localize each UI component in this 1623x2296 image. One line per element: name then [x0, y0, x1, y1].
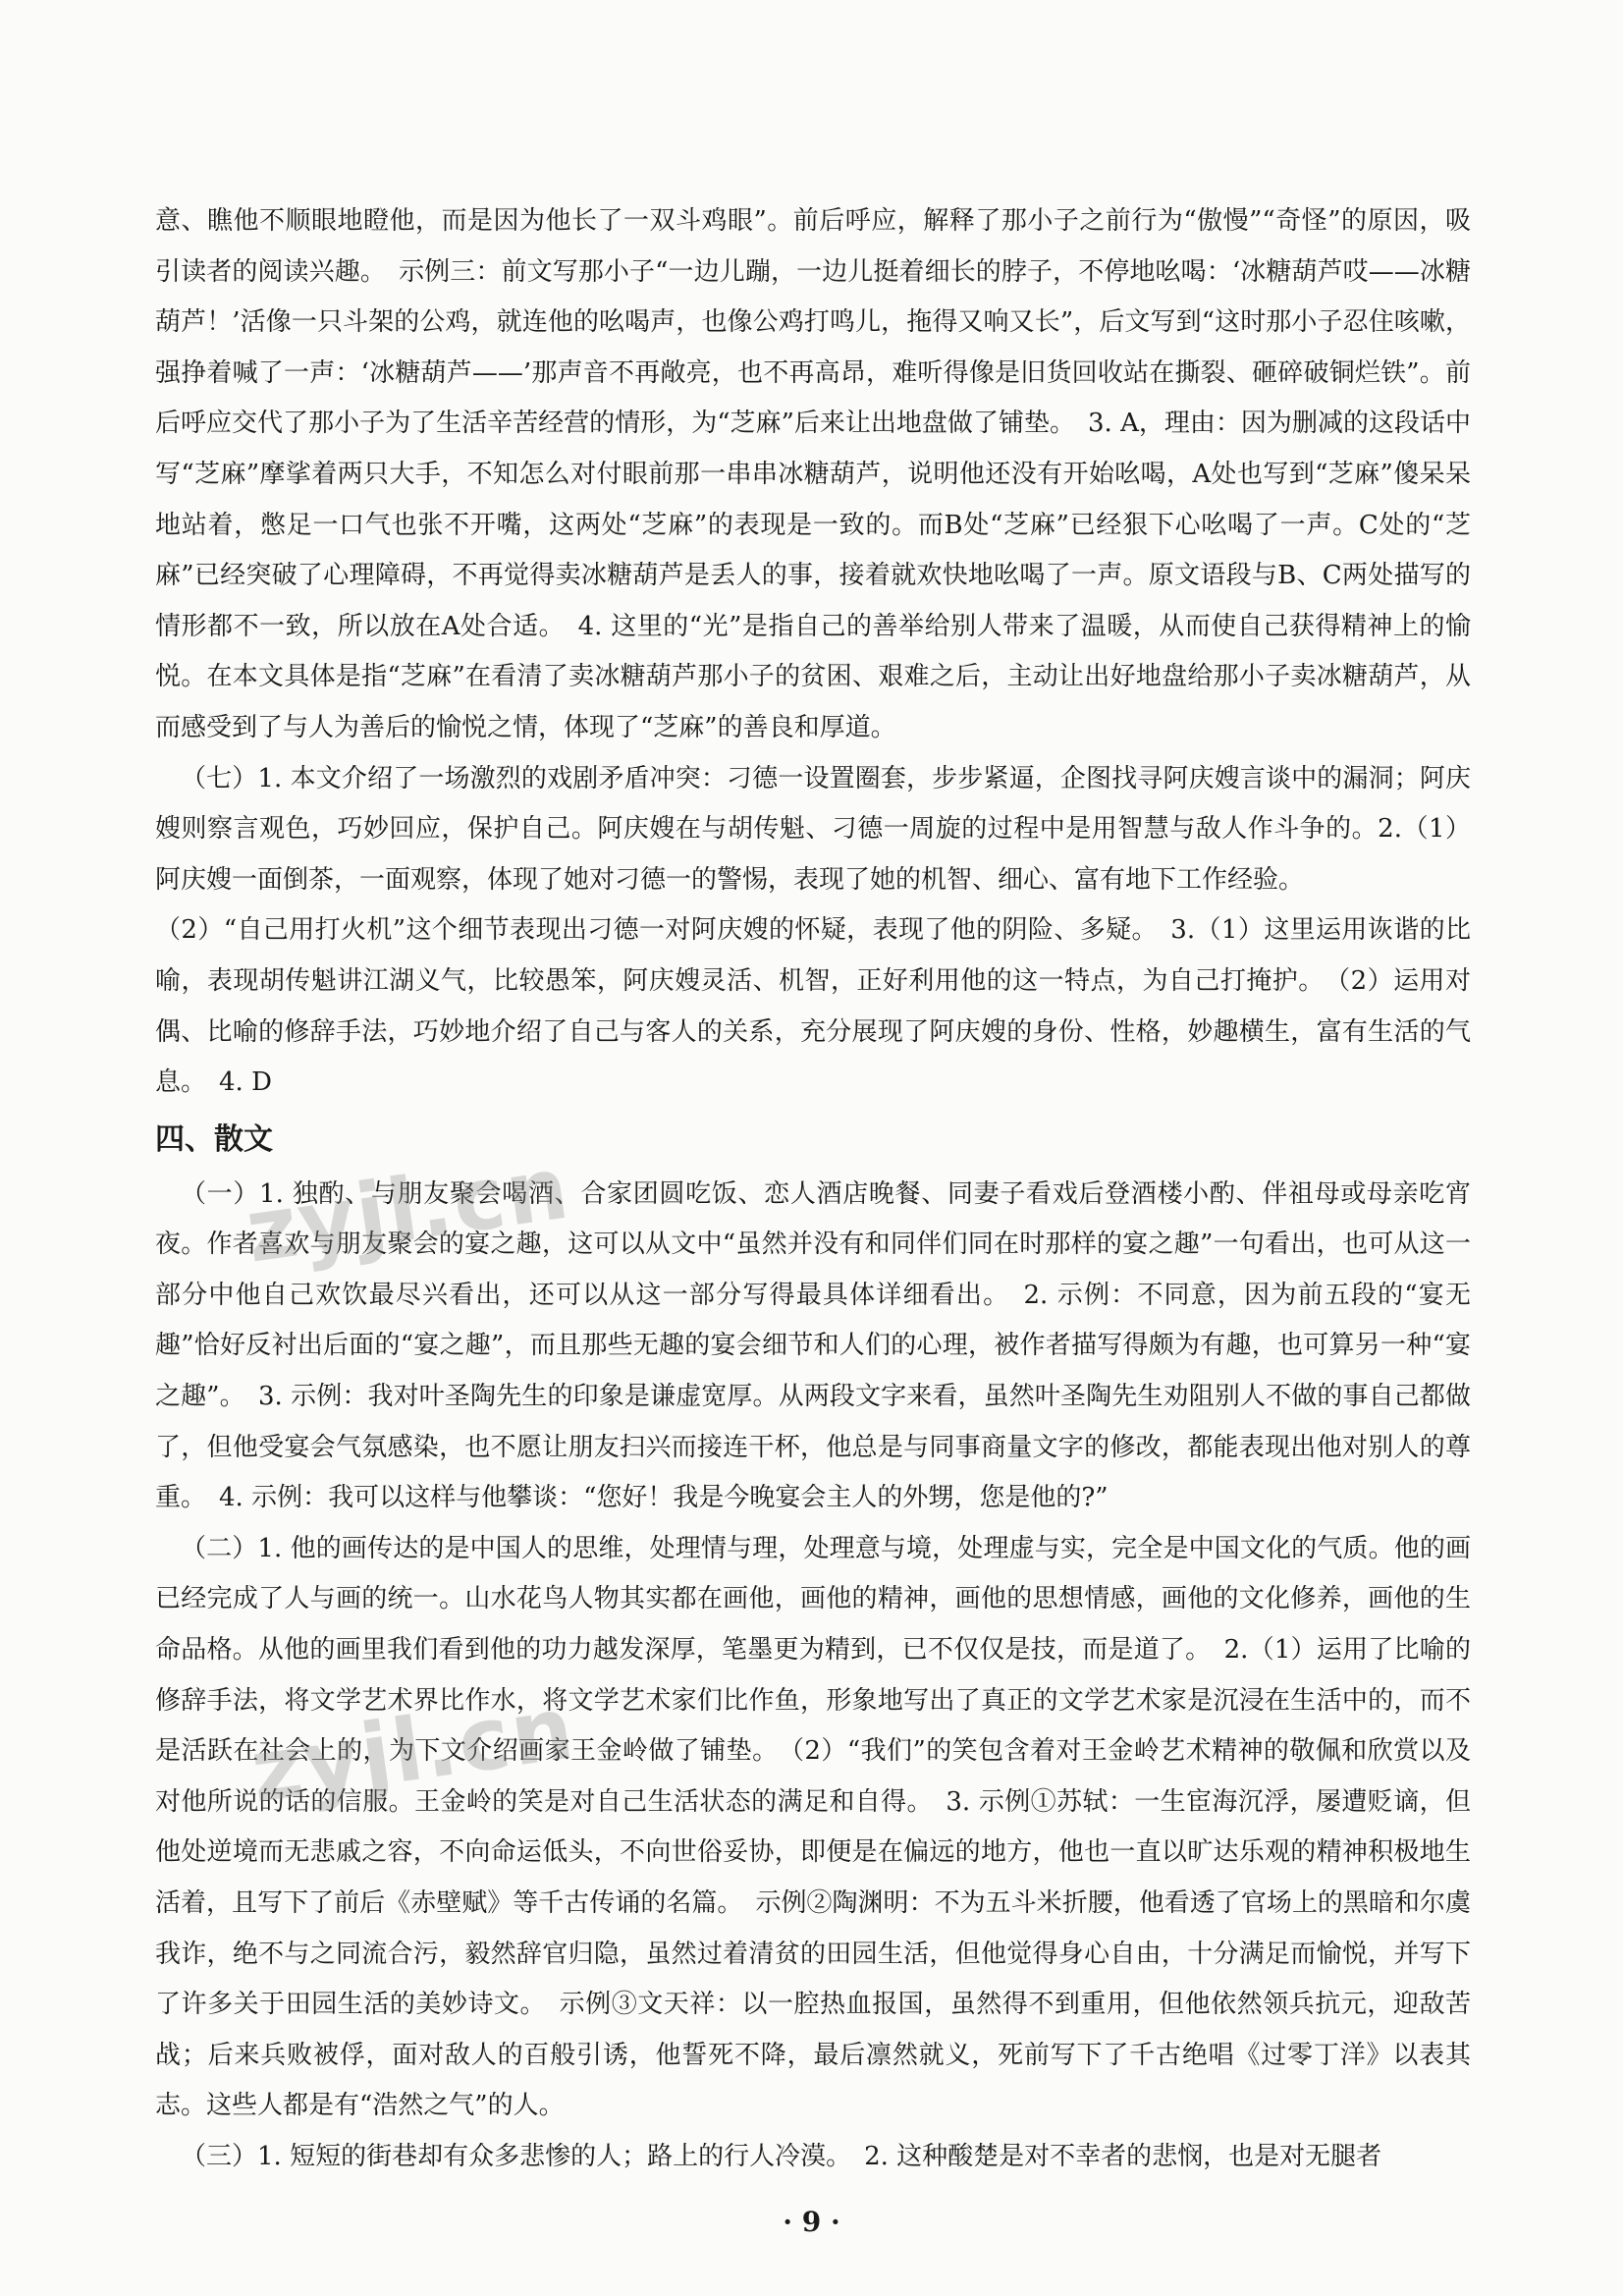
- watermark-lower: zyjl.cn: [244, 1676, 581, 1823]
- answer-page: [155, 196, 1471, 2183]
- section-7-paragraph-1: （七）1. 本文介绍了一场激烈的戏剧矛盾冲突：刁德一设置圈套，步步紧逼，企图找寻阿庆嫂言谈中的漏洞；阿庆嫂则察言观色，巧妙回应，保护自己。阿庆嫂在与胡传魁、刁德一周旋的过程中是用智慧与敌人作斗争的。2.（1）阿庆嫂一面倒茶，一面观察，体现了她对刁德一的警惕，表现了她的机智、细心、富有地下工作经验。: [155, 763, 1471, 895]
- prose-paragraph-3: （三）1. 短短的街巷却有众多悲惨的人；路上的行人冷漠。 2. 这种酸楚是对不幸者的悲悯，也是对无腿者: [181, 2141, 1382, 2171]
- page-number: · 9 ·: [783, 2206, 840, 2238]
- prose-paragraph-2: （二）1. 他的画传达的是中国人的思维，处理情与理，处理意与境，处理虚与实，完全是中国文化的气质。他的画已经完成了人与画的统一。山水花鸟人物其实都在画他，画他的精神，画他的思想情感，画他的文化修养，画他的生命品格。从他的画里我们看到他的功力越发深厚，笔墨更为精到，已不仅仅是技，而是道了。 2.（1）运用了比喻的修辞手法，将文学艺术界比作水，将文学艺术家们比作鱼，形象地写出了真正的文学艺术家是沉浸在生活中的，而不是活跃在社会上的，为下文介绍画家王金岭做了铺垫。 （2）“我们”的笑包含着对王金岭艺术精神的敬佩和欣赏以及对他所说的话的信服。王金岭的笑是对自己生活状态的满足和自得。 3. 示例①苏轼：一生宦海沉浮，屡遭贬谪，但他处逆境而无悲戚之容，不向命运低头，不向世俗妥协，即便是在偏远的地方，他也一直以旷达乐观的精神积极地生活着，且写下了前后《赤壁赋》等千古传诵的名篇。 示例②陶渊明：不为五斗米折腰，他看透了官场上的黑暗和尔虞我诈，绝不与之同流合污，毅然辞官归隐，虽然过着清贫的田园生活，但他觉得身心自由，十分满足而愉悦，并写下了许多关于田园生活的美妙诗文。 示例③文天祥：以一腔热血报国，虽然得不到重用，但他依然领兵抗元，迎敌苦战；后来兵败被俘，面对敌人的百般引诱，他誓死不降，最后凛然就义，死前写下了千古绝唱《过零丁洋》以表其志。这些人都是有“浩然之气”的人。: [155, 1533, 1471, 2121]
- section-7-paragraph-2: （2）“自己用打火机”这个细节表现出刁德一对阿庆嫂的怀疑，表现了他的阴险、多疑。 3.（1）这里运用诙谐的比喻，表现胡传魁讲江湖义气，比较愚笨，阿庆嫂灵活、机智，正好利用他的这一特点，为自己打掩护。 （2）运用对偶、比喻的修辞手法，巧妙地介绍了自己与客人的关系，充分展现了阿庆嫂的身份、性格，妙趣横生，富有生活的气息。 4. D: [155, 915, 1471, 1098]
- prose-paragraph-1: （一）1. 独酌、与朋友聚会喝酒、合家团圆吃饭、恋人酒店晚餐、同妻子看戏后登酒楼小酌、伴祖母或母亲吃宵夜。作者喜欢与朋友聚会的宴之趣，这可以从文中“虽然并没有和同伴们同在时那样的宴之趣”一句看出，也可从这一部分中他自己欢饮最尽兴看出，还可以从这一部分写得最具体详细看出。 2. 示例：不同意，因为前五段的“宴无趣”恰好反衬出后面的“宴之趣”，而且那些无趣的宴会细节和人们的心理，被作者描写得颇为有趣，也可算另一种“宴之趣”。 3. 示例：我对叶圣陶先生的印象是谦虚宽厚。从两段文字来看，虽然叶圣陶先生劝阻别人不做的事自己都做了，但他受宴会气氛感染，也不愿让朋友扫兴而接连干杯，他总是与同事商量文字的修改，都能表现出他对别人的尊重。 4. 示例：我可以这样与他攀谈：“您好！我是今晚宴会主人的外甥，您是他的?”: [155, 1178, 1471, 1513]
- section-heading-prose: 四、散文: [155, 1121, 273, 1157]
- watermark-upper: zyjl.cn: [240, 1136, 576, 1283]
- continued-paragraph: 意、瞧他不顺眼地瞪他，而是因为他长了一双斗鸡眼”。前后呼应，解释了那小子之前行为“傲慢”“奇怪”的原因，吸引读者的阅读兴趣。 示例三：前文写那小子“一边儿蹦，一边儿挺着细长的脖子，不停地吆喝：‘冰糖葫芦哎——冰糖葫芦！’活像一只斗架的公鸡，就连他的吆喝声，也像公鸡打鸣儿，拖得又响又长”，后文写到“这时那小子忍住咳嗽，强挣着喊了一声：‘冰糖葫芦——’那声音不再敞亮，也不再高昂，难听得像是旧货回收站在撕裂、砸碎破铜烂铁”。前后呼应交代了那小子为了生活辛苦经营的情形，为“芝麻”后来让出地盘做了铺垫。 3. A，理由：因为删减的这段话中写“芝麻”摩挲着两只大手，不知怎么对付眼前那一串串冰糖葫芦，说明他还没有开始吆喝，A处也写到“芝麻”傻呆呆地站着，憋足一口气也张不开嘴，这两处“芝麻”的表现是一致的。而B处“芝麻”已经狠下心吆喝了一声。C处的“芝麻”已经突破了心理障碍，不再觉得卖冰糖葫芦是丢人的事，接着就欢快地吆喝了一声。原文语段与B、C两处描写的情形都不一致，所以放在A处合适。 4. 这里的“光”是指自己的善举给别人带来了温暖，从而使自己获得精神上的愉悦。在本文具体是指“芝麻”在看清了卖冰糖葫芦那小子的贫困、艰难之后，主动让出好地盘给那小子卖冰糖葫芦，从而感受到了与人为善后的愉悦之情，体现了“芝麻”的善良和厚道。: [155, 206, 1471, 742]
